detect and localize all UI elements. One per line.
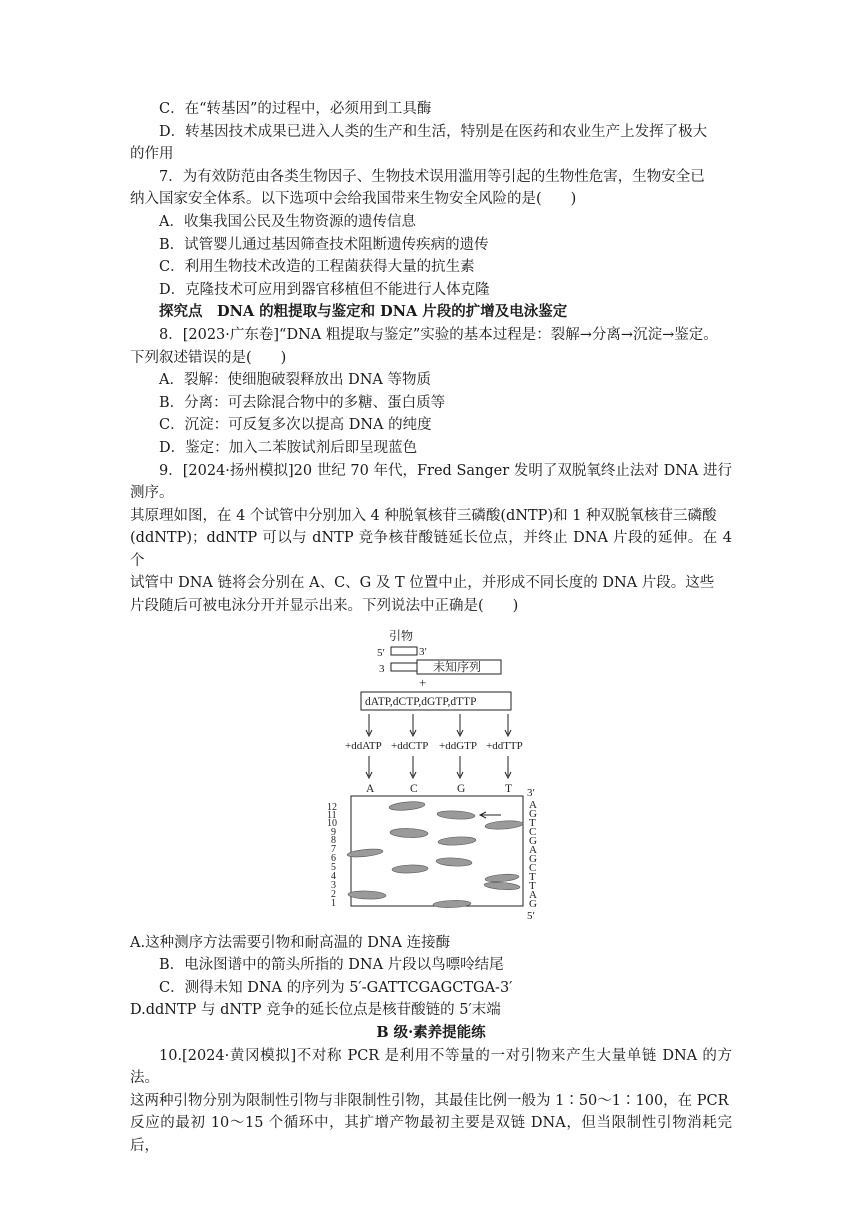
q9-stem-line3: (ddNTP)；ddNTP 可以与 dNTP 竞争核苷酸链延长位点，并终止 DNA 片段的延伸。在 4 个 xyxy=(130,530,732,569)
row-numbers xyxy=(327,802,337,909)
gel-bands xyxy=(347,800,524,908)
band-pointer-arrow xyxy=(480,812,501,818)
band-a-7 xyxy=(347,847,384,858)
seq-12: G xyxy=(529,897,537,910)
q9-option-d: D.ddNTP 与 dNTP 竞争的延长位点是核苷酸链的 5′末端 xyxy=(130,1002,501,1019)
figure-svg xyxy=(327,626,575,926)
lane-a: A xyxy=(366,782,375,795)
band-t-4 xyxy=(485,873,519,883)
q8-option-b: B．分离：可去除混合物中的多糖、蛋白质等 xyxy=(159,394,446,411)
seq-3: T xyxy=(529,816,536,829)
band-g-1 xyxy=(433,899,471,907)
q8-stem-line2: 下列叙述错误的是( ) xyxy=(130,349,287,366)
sanger-sequencing-figure xyxy=(130,626,732,926)
band-g-8 xyxy=(438,836,476,846)
add-ddatp: +ddATP xyxy=(345,739,382,752)
q10-line1: 10.[2024·黄冈模拟]不对称 PCR 是利用不等量的一对引物来产生大量单链 DNA 的方法。 xyxy=(130,1047,732,1087)
q8-option-a: A．裂解：使细胞破裂释放出 DNA 等物质 xyxy=(159,372,431,389)
lane-arrows xyxy=(366,756,511,778)
primer-label: 引物 xyxy=(389,628,414,643)
row-2: 2 xyxy=(331,888,336,900)
row-4: 4 xyxy=(331,870,336,882)
top-arrows xyxy=(366,714,511,736)
document-page xyxy=(130,98,732,1158)
q9-stem-line4: 试管中 DNA 链将会分别在 A、C、G 及 T 位置中止，并形成不同长度的 DNA 片段。这些 xyxy=(130,575,715,592)
q9-option-a: A.这种测序方法需要引物和耐高温的 DNA 连接酶 xyxy=(130,934,451,951)
add-ddgtp: +ddGTP xyxy=(439,739,477,752)
q9-option-c: C．测得未知 DNA 的序列为 5′-GATTCGAGCTGA-3′ xyxy=(159,979,513,996)
band-c-5 xyxy=(392,864,428,873)
band-g-6 xyxy=(436,857,472,867)
primer-5prime: 5′ xyxy=(377,646,385,659)
q6-option-d-line1: D．转基因技术成果已进入人类的生产和生活，特别是在医药和农业生产上发挥了极大 xyxy=(159,123,708,140)
q9-option-b: B．电泳图谱中的箭头所指的 DNA 片段以鸟嘌呤结尾 xyxy=(159,957,504,974)
q6-option-d-line2: 的作用 xyxy=(130,146,174,163)
band-a-2 xyxy=(348,890,386,899)
row-3: 3 xyxy=(331,879,336,891)
row-8: 8 xyxy=(331,834,336,846)
q7-option-a: A．收集我国公民及生物资源的遗传信息 xyxy=(159,213,416,230)
band-t-10 xyxy=(485,819,523,830)
q7-option-d: D．克隆技术可应用到器官移植但不能进行人体克隆 xyxy=(159,281,490,298)
band-c-12 xyxy=(389,800,426,811)
row-1: 1 xyxy=(331,897,336,909)
seq-8: C xyxy=(529,861,537,874)
right-5prime: 5′ xyxy=(527,909,535,922)
add-ddttp: +ddTTP xyxy=(486,739,523,752)
band-t-3 xyxy=(484,881,520,890)
lane-t: T xyxy=(505,782,513,795)
seq-10: T xyxy=(529,879,536,892)
lane-c: C xyxy=(410,782,418,795)
row-12: 12 xyxy=(327,801,337,813)
primer-box xyxy=(391,647,417,655)
section-title: 探究点 DNA 的粗提取与鉴定和 DNA 片段的扩增及电泳鉴定 xyxy=(159,303,568,321)
q8-option-c: C．沉淀：可反复多次以提高 DNA 的纯度 xyxy=(159,417,432,434)
template-left-box xyxy=(391,663,417,671)
seq-1: A xyxy=(529,798,537,811)
band-c-9 xyxy=(390,827,428,837)
unknown-seq-label: 未知序列 xyxy=(433,659,482,674)
band-g-11 xyxy=(437,810,475,820)
right-3prime: 3′ xyxy=(527,786,535,799)
seq-4: C xyxy=(529,825,537,838)
q7-stem-line1: 7．为有效防范由各类生物因子、生物技术误用滥用等引起的生物性危害，生物安全已 xyxy=(159,168,705,185)
q10-line3: 反应的最初 10～15 个循环中，其扩增产物最初主要是双链 DNA，但当限制性引物消耗完后， xyxy=(130,1115,732,1154)
right-sequence xyxy=(527,787,537,922)
q8-option-d: D．鉴定：加入二苯胺试剂后即呈现蓝色 xyxy=(159,439,418,456)
q9-stem-line5: 片段随后可被电泳分开并显示出来。下列说法中正确是( ) xyxy=(130,598,519,615)
q8-stem-line1: 8．[2023·广东卷]“DNA 粗提取与鉴定”实验的基本过程是：裂解→分离→沉淀→鉴定。 xyxy=(159,326,718,343)
row-9: 9 xyxy=(331,826,336,838)
seq-2: G xyxy=(529,807,537,820)
row-7: 7 xyxy=(331,843,336,855)
plus-sign: + xyxy=(419,674,427,690)
seq-5: G xyxy=(529,834,537,847)
section-b-title: B 级·素养提能练 xyxy=(376,1024,486,1042)
add-ddctp: +ddCTP xyxy=(391,739,429,752)
dntp-label: dATP,dCTP,dGTP,dTTP xyxy=(365,695,477,708)
q7-stem-line2: 纳入国家安全体系。以下选项中会给我国带来生物安全风险的是( ) xyxy=(130,191,577,208)
template-3: 3 xyxy=(379,662,385,675)
seq-11: A xyxy=(529,888,537,901)
seq-6: A xyxy=(529,843,537,856)
primer-3prime: 3′ xyxy=(419,645,427,658)
q7-option-b: B．试管婴儿通过基因筛查技术阻断遗传疾病的遗传 xyxy=(159,236,489,253)
row-5: 5 xyxy=(331,861,336,873)
q9-stem-line1: 9．[2024·扬州模拟]20 世纪 70 年代，Fred Sanger 发明了双脱氧终止法对 DNA 进行测序。 xyxy=(130,462,732,502)
q10-line2: 这两种引物分别为限制性引物与非限制性引物，其最佳比例一般为 1∶50～1∶100，在 PCR xyxy=(130,1092,729,1109)
q6-option-c: C．在“转基因”的过程中，必须用到工具酶 xyxy=(159,101,432,117)
row-6: 6 xyxy=(331,852,336,864)
lane-g: G xyxy=(457,782,466,795)
seq-9: T xyxy=(529,870,536,883)
q7-option-c: C．利用生物技术改造的工程菌获得大量的抗生素 xyxy=(159,259,475,276)
row-11: 11 xyxy=(327,809,337,821)
row-10: 10 xyxy=(327,817,337,829)
seq-7: G xyxy=(529,852,537,865)
q9-stem-line2: 其原理如图，在 4 个试管中分别加入 4 种脱氧核苷三磷酸(dNTP)和 1 种双脱氧核苷三磷酸 xyxy=(130,507,717,524)
